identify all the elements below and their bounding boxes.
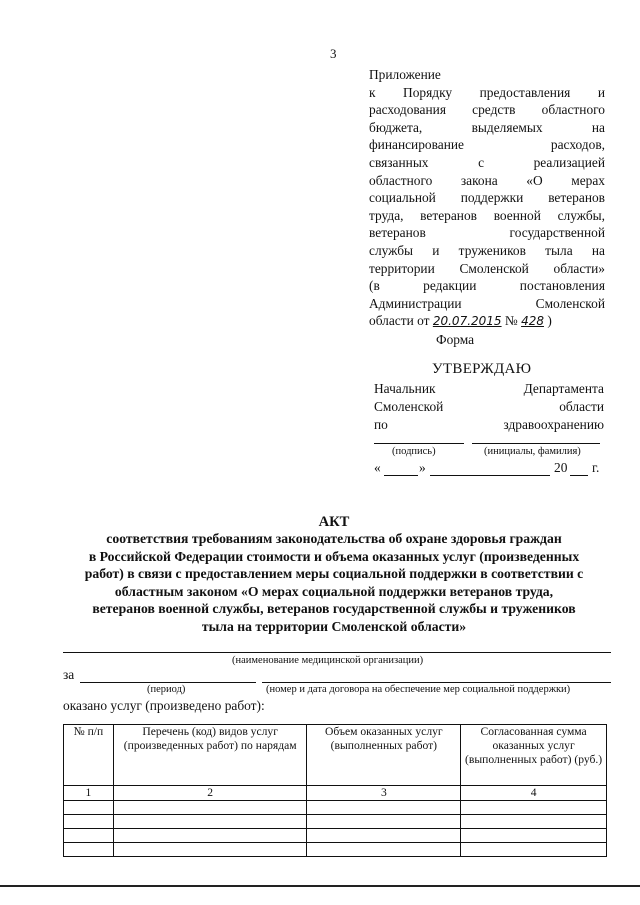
date-open-quote: « [374,460,381,475]
act-body-line: тыла на территории Смоленской области» [201,618,467,634]
appendix-line: Приложение [369,67,441,82]
approver-line1-left: Начальник [374,381,436,396]
header-volume: Объем оказанных услуг (выполненных работ) [307,725,461,786]
appendix-line: финансирование расходов, [369,137,605,153]
table-row [64,801,607,815]
handwritten-number: 428 [521,314,544,329]
table-cell [307,801,461,815]
table-cell [307,829,461,843]
act-body-line: работ) в связи с предоставлением меры социальной поддержки в соответствии с [84,566,584,582]
approver-block [374,380,604,434]
table-cell [64,815,114,829]
appendix-block [369,66,605,330]
appendix-line: областного закона «О мерах [369,172,605,188]
approver-line2-left: Смоленской [374,399,444,414]
date-year-line [570,475,588,476]
appendix-line: службы и тружеников тыла на [369,242,605,258]
act-body [56,530,612,636]
approve-title: УТВЕРЖДАЮ [432,361,532,377]
appendix-line: Администрации Смоленской [369,295,605,311]
approver-line3-right: здравоохранению [503,417,604,432]
act-body-line: соответствия требованиям законодательства об охране здоровья граждан [106,531,562,546]
column-number-4: 4 [461,786,607,801]
approver-line2-right: области [559,399,604,414]
column-number-1: 1 [64,786,114,801]
appendix-line: расходования средств областного [369,102,605,118]
signature-line [374,443,464,444]
date-month-line [430,475,550,476]
date-year: 20 [554,460,568,475]
approver-line3-left: по [374,417,388,432]
table-cell [307,843,461,857]
table-numbering-row [64,786,607,801]
handwritten-date: 20.07.2015 [432,314,502,329]
table-row [64,843,607,857]
approver-line1-right: Департамента [523,381,604,396]
column-number-2: 2 [113,786,307,801]
act-title: АКТ [318,514,350,530]
organization-caption: (наименование медицинской организации) [232,655,424,666]
contract-caption: (номер и дата договора на обеспечение мер социальной поддержки) [266,684,571,695]
appendix-line: к Порядку предоставления и [369,84,605,100]
name-caption: (инициалы, фамилия) [484,446,581,457]
appendix-line: социальной поддержки ветеранов [369,190,605,206]
table-cell [461,843,607,857]
table-cell [64,843,114,857]
date-year-suffix: г. [592,460,600,475]
table-cell [461,815,607,829]
table-header-row [64,725,607,786]
table-row [64,815,607,829]
services-table [63,724,607,857]
act-body-line: областным законом «О мерах социальной поддержки ветеранов труда, [114,583,554,599]
za-label: за [63,667,75,682]
appendix-last-line [369,312,605,330]
table-cell [113,815,307,829]
name-line [472,443,600,444]
organization-line [63,652,611,653]
contract-line [262,682,611,683]
period-line [80,682,256,683]
header-agreed-sum: Согласованная сумма оказанных услуг (выполненных работ) (руб.) [461,725,607,786]
table-cell [64,829,114,843]
table-cell [113,801,307,815]
appendix-line: связанных с реализацией [369,154,605,170]
appendix-line: (в редакции постановления [369,278,605,294]
table-cell [307,815,461,829]
date-day-line [384,475,418,476]
table-row [64,829,607,843]
appendix-line: ветеранов государственной [369,225,605,241]
number-sign: № [504,313,518,329]
form-label: Форма [436,332,475,347]
page-bottom-rule [0,885,640,887]
appendix-line: территории Смоленской области» [369,260,605,276]
table-cell [113,829,307,843]
act-body-line: ветеранов военной службы, ветеранов государственной службы и тружеников [92,601,576,617]
table-cell [461,829,607,843]
period-caption: (период) [147,684,186,695]
table-cell [461,801,607,815]
page-number: 3 [330,46,337,61]
table-cell [113,843,307,857]
table-cell [64,801,114,815]
date-close-quote: » [419,460,426,475]
signature-caption: (подпись) [392,446,436,457]
provided-services-text: оказано услуг (произведено работ): [63,698,265,713]
appendix-line: труда, ветеранов военной службы, [369,207,605,223]
appendix-date-prefix: области от [369,313,430,329]
header-number: № п/п [64,725,114,786]
act-body-line: в Российской Федерации стоимости и объема оказанных услуг (произведенных [88,548,580,564]
column-number-3: 3 [307,786,461,801]
appendix-line: бюджета, выделяемых на [369,119,605,135]
header-service-list: Перечень (код) видов услуг (произведенных работ) по нарядам [113,725,307,786]
appendix-close-paren: ) [547,313,552,329]
